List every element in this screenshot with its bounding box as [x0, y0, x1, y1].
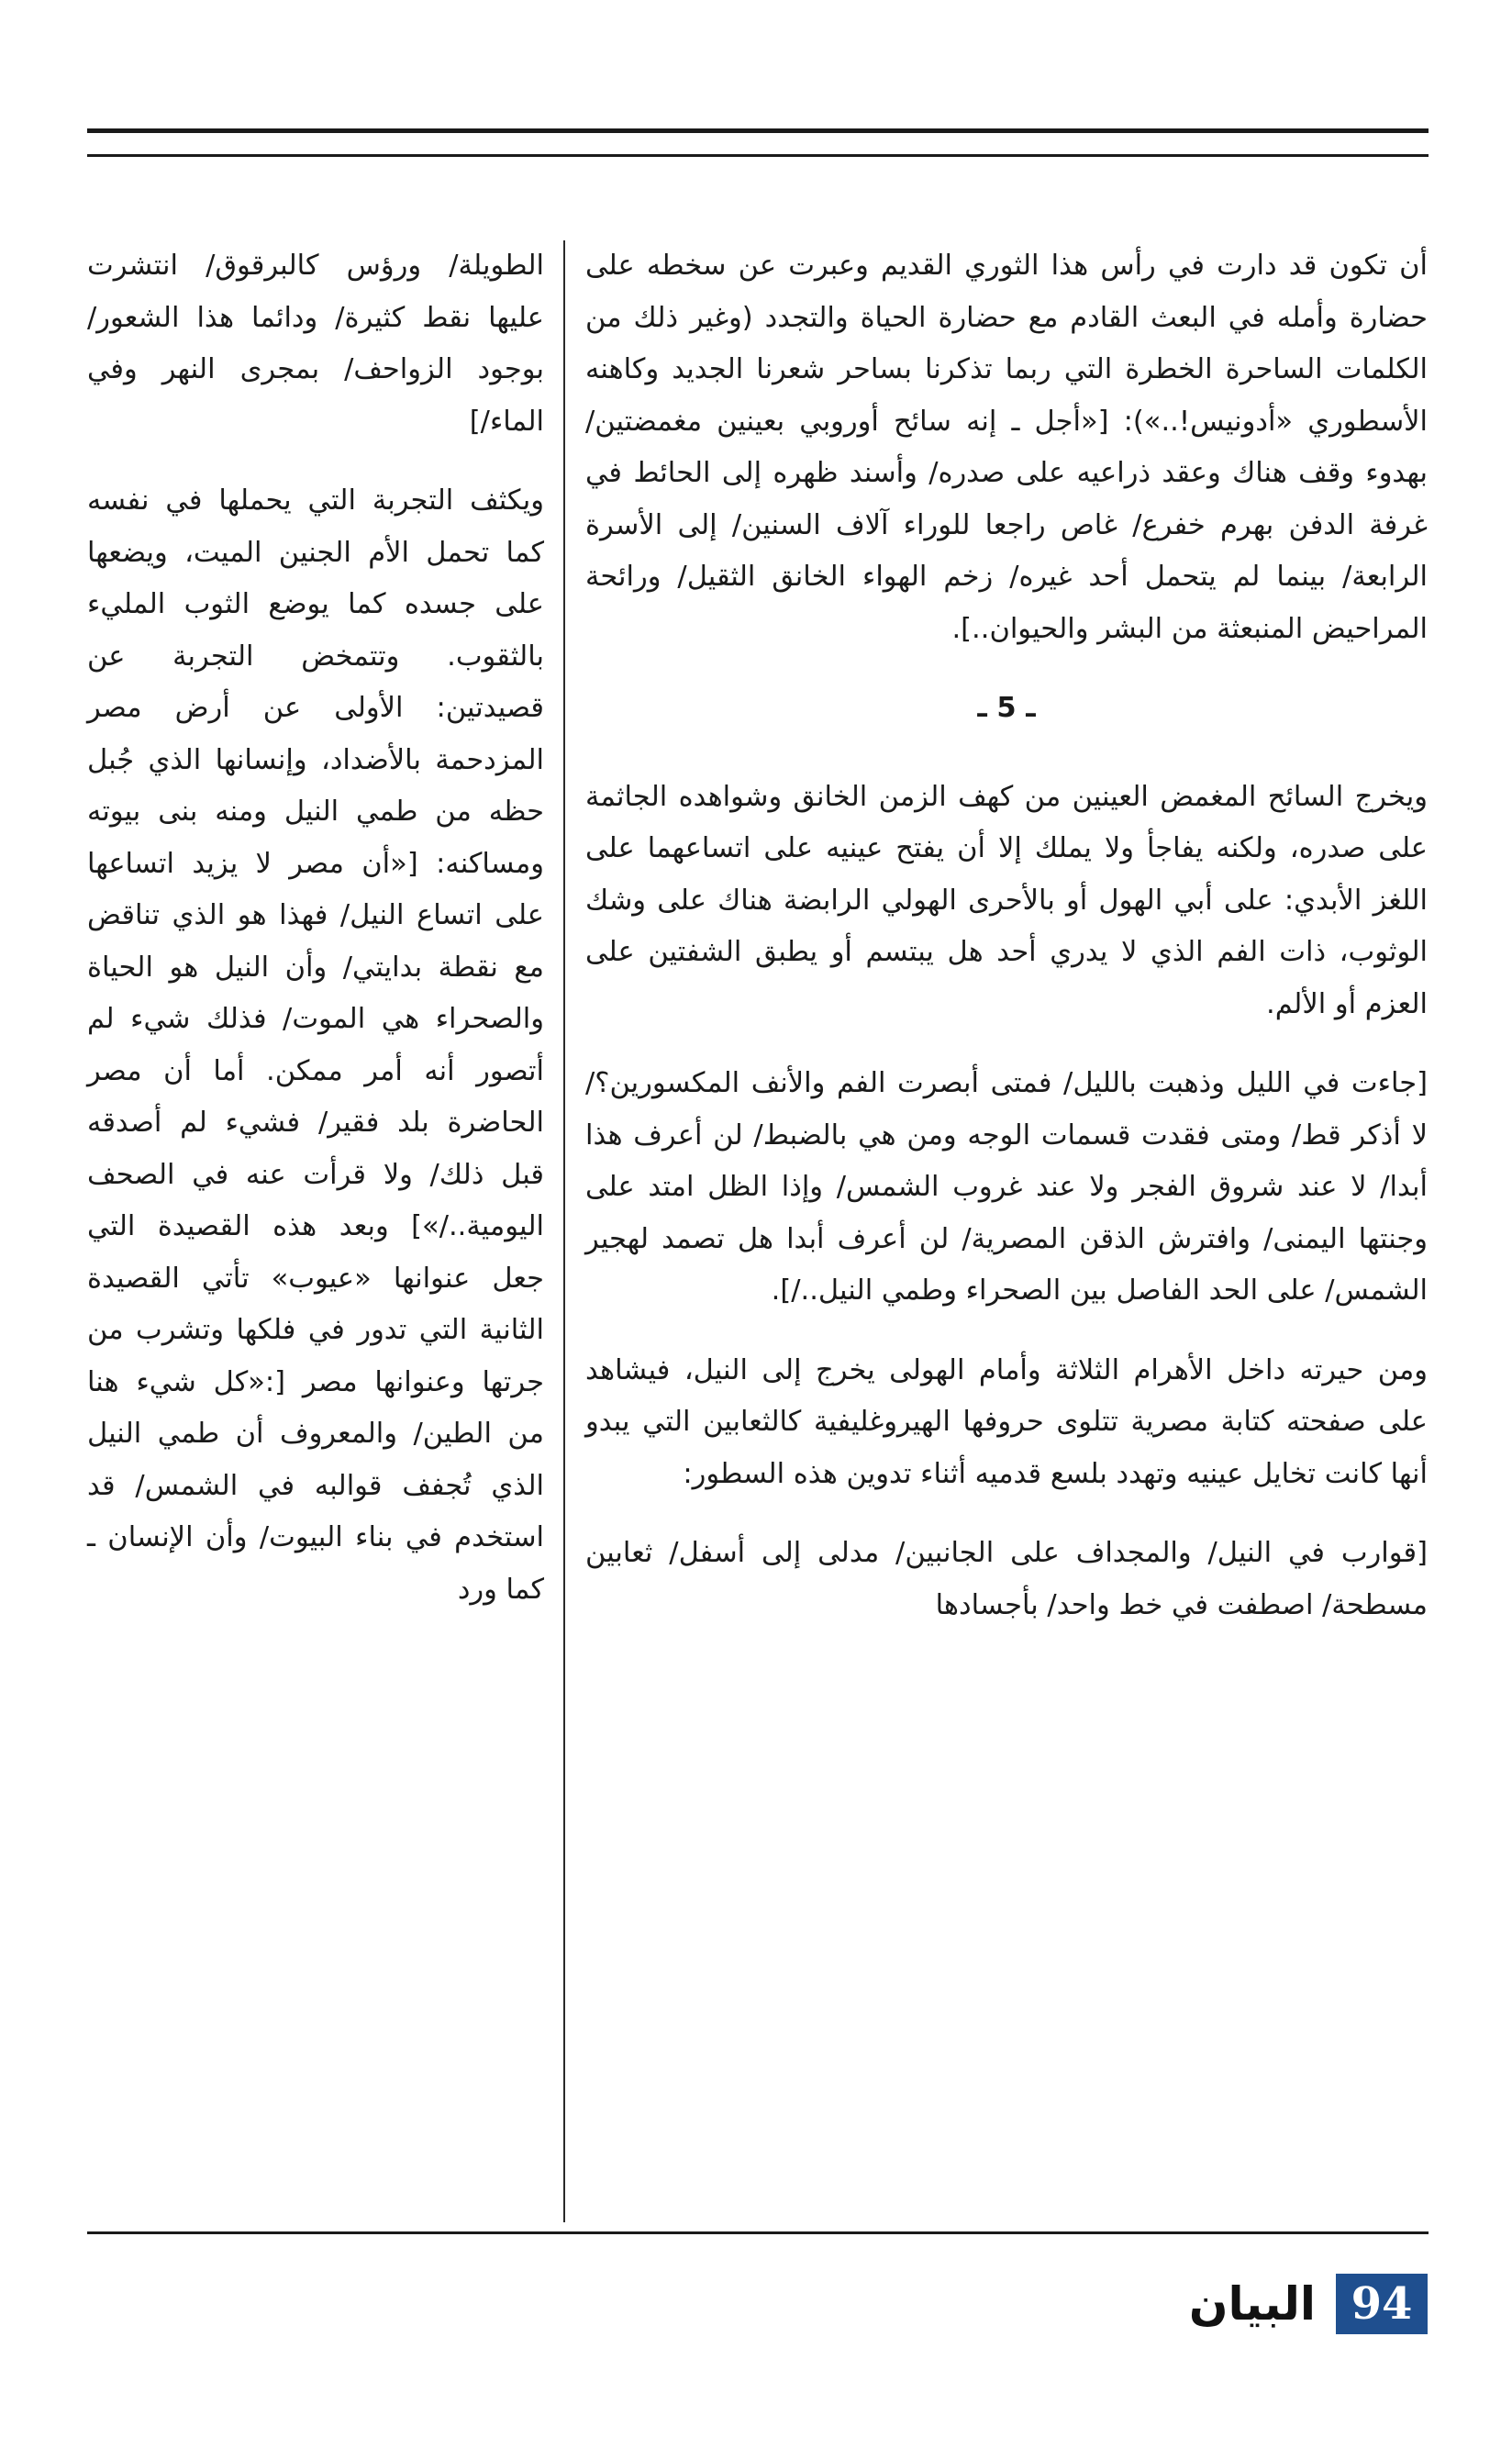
header-rule-thick	[87, 128, 1429, 133]
footer-rule	[87, 2231, 1429, 2234]
section-number: ـ 5 ـ	[977, 692, 1036, 724]
magazine-logo-text: البيان	[1188, 2277, 1316, 2331]
poem-quote: [جاءت في الليل وذهبت بالليل/ فمتى أبصرت الفم والأنف المكسورين؟/ لا أذكر قط/ ومتى فقدت قسمات الوجه ومن هي بالضبط/ لن أعرف هذا أبدا/ لا عند شروق الفجر ولا عند غروب الشمس/ وإذا الظل امتد على وجنتها اليمنى/ وافترش الذقن المصرية/ لن أعرف أبدا هل تصمد لهجير الشمس/ على الحد الفاصل بين الصحراء وطمي النيل../].	[585, 1067, 1428, 1307]
right-text-column	[585, 240, 1428, 1659]
header-rule-thin	[87, 154, 1429, 157]
paragraph: ومن حيرته داخل الأهرام الثلاثة وأمام الهولى يخرج إلى النيل، فيشاهد على صفحته كتابة مصرية تتلوى حروفها الهيروغليفية كالثعابين التي يبدو أنها كانت تخايل عينيه وتهدد بلسع قدميه أثناء تدوين هذه السطور:	[585, 1353, 1428, 1490]
paragraph: أن تكون قد دارت في رأس هذا الثوري القديم وعبرت عن سخطه على حضارة وأمله في البعث القادم مع حضارة الحياة والتجدد (وغير ذلك من الكلمات الساحرة الخطرة التي ربما تذكرنا بساحر شعرنا الجديد وكاهنه الأسطوري «أدونيس!..»): [«أجل ـ إنه سائح أوروبي بعينين مغمضتين/ بهدوء وقف هناك وعقد ذراعيه على صدره/ وأسند ظهره إلى الحائط في غرفة الدفن بهرم خفرع/ غاص راجعا للوراء آلاف السنين/ إلى الأسرة الرابعة/ بينما لم يتحمل أحد غيره/ زخم الهواء الخانق الثقيل/ ورائحة المراحيض المنبعثة من البشر والحيوان..].	[585, 250, 1428, 645]
paragraph: ويكثف التجربة التي يحملها في نفسه كما تحمل الأم الجنين الميت، ويضعها على جسده كما يوضع الثوب المليء بالثقوب. وتتمخض التجربة عن قصيدتين: الأولى عن أرض مصر المزدحمة بالأضداد، وإنسانها الذي جُبل حظه من طمي النيل ومنه بنى بيوته ومساكنه: [«أن مصر لا يزيد اتساعها على اتساع النيل/ فهذا هو الذي تناقض مع نقطة بدايتي/ وأن النيل هو الحياة والصحراء هي الموت/ فذلك شيء لم أتصور أنه أمر ممكن. أما أن مصر الحاضرة بلد فقير/ فشيء لم أصدقه قبل ذلك/ ولا قرأت عنه في الصحف اليومية../»] وبعد هذه القصيدة التي جعل عنوانها «عيوب» تأتي القصيدة الثانية التي تدور في فلكها وتشرب من جرتها وعنوانها مصر [:«كل شيء هنا من الطين/ والمعروف أن طمي النيل الذي تُجفف قوالبه في الشمس/ قد استخدم في بناء البيوت/ وأن الإنسان ـ كما ورد	[87, 484, 544, 1606]
column-divider	[563, 240, 565, 2222]
poem-quote: الطويلة/ ورؤس كالبرقوق/ انتشرت عليها نقط كثيرة/ ودائما هذا الشعور/ بوجود الزواحف/ بمجرى النهر وفي الماء/]	[87, 250, 544, 438]
page-footer	[1189, 2274, 1428, 2334]
paragraph: ويخرج السائح المغمض العينين من كهف الزمن الخانق وشواهده الجاثمة على صدره، ولكنه يفاجأ ولا يملك إلا أن يفتح عينيه على اتساعهما على اللغز الأبدي: على أبي الهول أو بالأحرى الهولي الرابضة هناك على وشك الوثوب، ذات الفم الذي لا يدري أحد هل يبتسم أو يطبق الشفتين على العزم أو الألم.	[585, 780, 1428, 1020]
poem-quote: [قوارب في النيل/ والمجداف على الجانبين/ مدلى إلى أسفل/ ثعابين مسطحة/ اصطفت في خط واحد/ بأجسادها	[585, 1537, 1428, 1621]
page-number-badge: 94	[1336, 2274, 1428, 2334]
left-text-column	[87, 240, 544, 1643]
